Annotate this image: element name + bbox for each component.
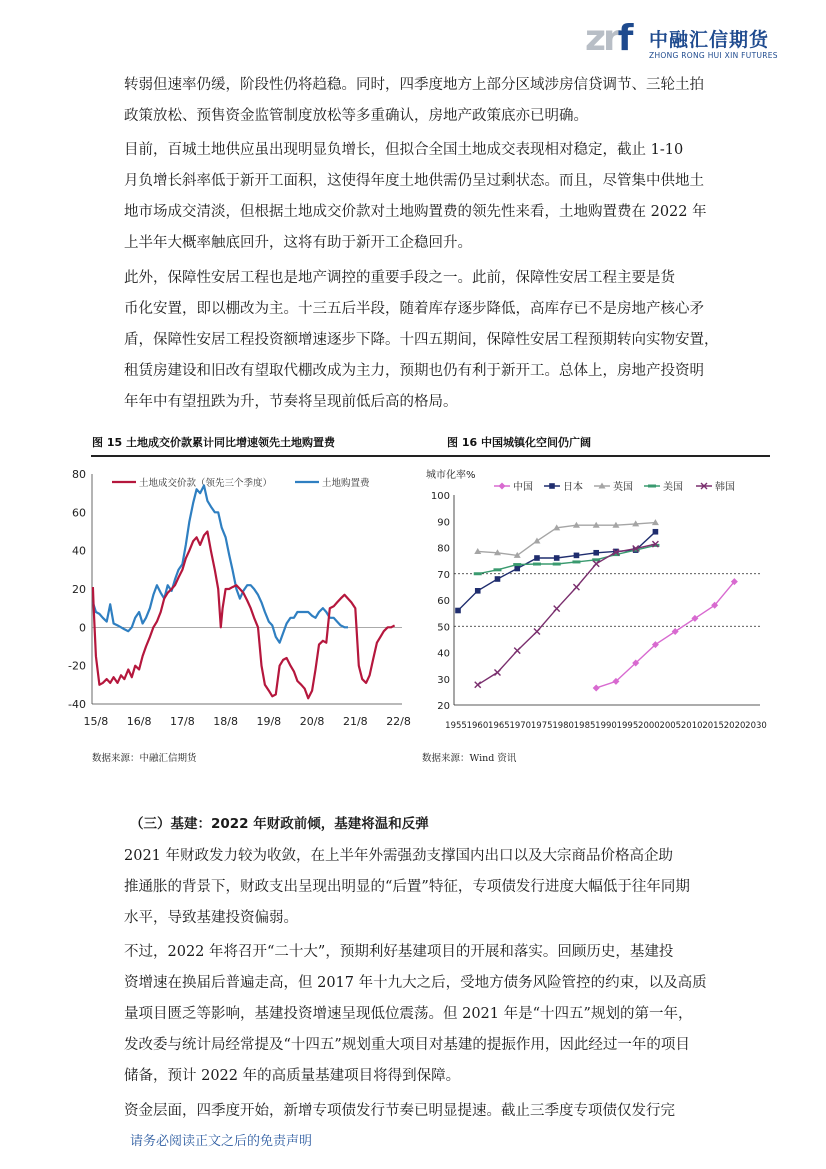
paragraph-fiscal-2021	[124, 841, 706, 934]
figure-16-source: 数据来源：Wind 资讯	[422, 753, 517, 764]
x-tick-label: 15/8	[83, 715, 109, 728]
figure-16-title: 图 16 中国城镇化空间仍广阔	[447, 436, 591, 449]
paragraph-infrastructure-outlook	[124, 937, 706, 1092]
x-tick-label: 17/8	[170, 715, 195, 728]
y-tick-label: 20	[72, 583, 86, 596]
x-tick-label: 22/8	[386, 715, 411, 728]
text-line: 储备，预计 2022 年的高质量基建项目将得到保障。	[124, 1068, 461, 1084]
logo-english: ZHONG RONG HUI XIN FUTURES	[649, 51, 778, 60]
x-tick-label: 1965	[488, 721, 510, 731]
data-point-日本	[514, 566, 520, 572]
data-point-日本	[534, 555, 540, 561]
legend-label-日本: 日本	[563, 482, 583, 493]
x-tick-label: 1955	[445, 721, 467, 731]
x-tick-label: 2005	[659, 721, 682, 731]
legend-label-land-price: 土地成交价款（领先三个季度）	[139, 478, 273, 489]
x-tick-label: 1970	[509, 721, 532, 731]
text-line: 地市场成交清淡，但根据土地成交价款对土地购置费的领先性来看，土地购置费在 2022 年	[124, 204, 707, 220]
figure-15-title: 图 15 土地成交价款累计同比增速领先土地购置费	[92, 436, 335, 449]
text-line: 盾，保障性安居工程投资额增速逐步下降。十四五期间，保障性安居工程预期转向实物安置，	[124, 332, 719, 348]
text-line: 此外，保障性安居工程也是地产调控的重要手段之一。此前，保障性安居工程主要是货	[124, 270, 675, 286]
x-tick-label: 18/8	[213, 715, 238, 728]
data-point-日本	[593, 550, 599, 556]
x-tick-label: 2030	[745, 721, 767, 731]
section-heading: （三）基建：2022 年财政前倾，基建将温和反弹	[130, 816, 429, 832]
y-tick-label: 0	[79, 621, 86, 635]
text-line: 月负增长斜率低于新开工面积，这使得年度土地供需仍呈过剩状态。而且，尽管集中供地土	[124, 173, 704, 189]
text-line: 政策放松、预售资金监管制度放松等多重确认，房地产政策底亦已明确。	[124, 108, 588, 124]
data-point-日本	[653, 529, 659, 535]
y-tick-label: 40	[437, 648, 450, 660]
data-point-日本	[574, 553, 580, 559]
data-point-日本	[495, 576, 501, 582]
x-tick-label: 20/8	[299, 715, 325, 728]
legend-label-英国: 英国	[613, 482, 633, 493]
y-tick-label: -40	[68, 698, 86, 711]
text-line: 推通胀的背景下，财政支出呈现出明显的“后置”特征，专项债发行进度大幅低于往年同期	[124, 879, 690, 895]
text-line: 不过，2022 年将召开“二十大”，预期利好基建项目的开展和落实。回顾历史，基建投	[124, 944, 674, 960]
y-tick-label: 70	[437, 569, 450, 581]
x-tick-label: 19/8	[256, 715, 282, 728]
data-point-日本	[455, 608, 461, 614]
y-tick-label: 50	[437, 622, 450, 634]
x-tick-label: 21/8	[342, 715, 368, 728]
x-tick-label: 2020	[723, 721, 746, 731]
legend-label-美国: 美国	[663, 482, 683, 493]
text-line: 资金层面，四季度开始，新增专项债发行节奏已明显提速。截止三季度专项债仅发行完	[124, 1103, 675, 1119]
figure-15-chart	[62, 460, 414, 735]
x-tick-label: 2000	[638, 721, 660, 731]
footer-disclaimer: 请务必阅读正文之后的免责声明	[130, 1134, 313, 1149]
x-tick-label: 1990	[595, 721, 617, 731]
text-line: 发改委与统计局经常提及“十四五”规划重大项目对基建的提振作用，因此经过一年的项目	[124, 1037, 690, 1053]
figure-divider	[91, 455, 770, 457]
text-line: 上半年大概率触底回升，这将有助于新开工企稳回升。	[124, 235, 472, 251]
x-tick-label: 1995	[616, 721, 639, 731]
text-line: 2021 年财政发力较为收敛，在上半年外需强劲支撑国内出口以及大宗商品价格高企助	[124, 848, 674, 864]
y-tick-label: 100	[430, 491, 450, 502]
data-point-日本	[554, 555, 560, 561]
text-line: 币化安置，即以棚改为主。十三五后半段，随着库存逐步降低，高库存已不是房地产核心矛	[124, 301, 704, 317]
y-tick-label: 60	[72, 506, 86, 520]
paragraph-land-supply	[124, 135, 706, 259]
paragraph-housing-policy	[124, 70, 706, 132]
y-tick-label: 80	[437, 543, 450, 555]
x-tick-label: 1980	[552, 721, 574, 731]
logo-mark: zrf	[585, 18, 631, 59]
y-tick-label: 80	[72, 468, 86, 481]
y-tick-label: 90	[437, 517, 450, 529]
x-tick-label: 2015	[702, 721, 724, 731]
x-tick-label: 1975	[530, 721, 553, 731]
text-line: 年年中有望扭跌为升，节奏将呈现前低后高的格局。	[124, 394, 458, 410]
text-line: 水平，导致基建投资偏弱。	[124, 910, 298, 926]
paragraph-funding	[124, 1096, 706, 1127]
paragraph-affordable-housing	[124, 263, 719, 418]
data-point-日本	[549, 483, 555, 489]
y-tick-label: 60	[437, 596, 450, 607]
y-axis-label: 城市化率%	[426, 470, 476, 481]
x-tick-label: 1960	[466, 721, 489, 731]
text-line: 目前，百城土地供应虽出现明显负增长，但拟合全国土地成交表现相对稳定，截止 1-10	[124, 142, 684, 158]
legend-label-中国: 中国	[513, 482, 533, 493]
figure-16-chart	[422, 460, 772, 740]
logo-name: 中融汇信期货	[649, 29, 770, 51]
y-tick-label: 40	[72, 544, 86, 558]
x-tick-label: 2010	[680, 721, 703, 731]
data-point-日本	[475, 588, 481, 594]
company-logo	[585, 18, 785, 66]
text-line: 租赁房建设和旧改有望取代棚改成为主力，预期也仍有利于新开工。总体上，房地产投资明	[124, 363, 704, 379]
x-tick-label: 1985	[573, 721, 596, 731]
text-line: 资增速在换届后普遍走高，但 2017 年十九大之后，受地方债务风险管控的约束，以及高质	[124, 975, 707, 991]
figure-15-source: 数据来源：中融汇信期货	[92, 753, 197, 764]
y-tick-label: 30	[437, 674, 450, 686]
x-tick-label: 16/8	[126, 715, 152, 728]
legend-label-韩国: 韩国	[715, 482, 735, 493]
text-line: 转弱但速率仍缓，阶段性仍将趋稳。同时，四季度地方上部分区域涉房信贷调节、三轮土拍	[124, 77, 704, 93]
y-tick-label: 20	[437, 701, 450, 712]
legend-label-land-purchase: 土地购置费	[322, 478, 370, 489]
text-line: 量项目匮乏等影响，基建投资增速呈现低位震荡。但 2021 年是“十四五”规划的第一年，	[124, 1006, 693, 1022]
y-tick-label: -20	[68, 659, 86, 673]
